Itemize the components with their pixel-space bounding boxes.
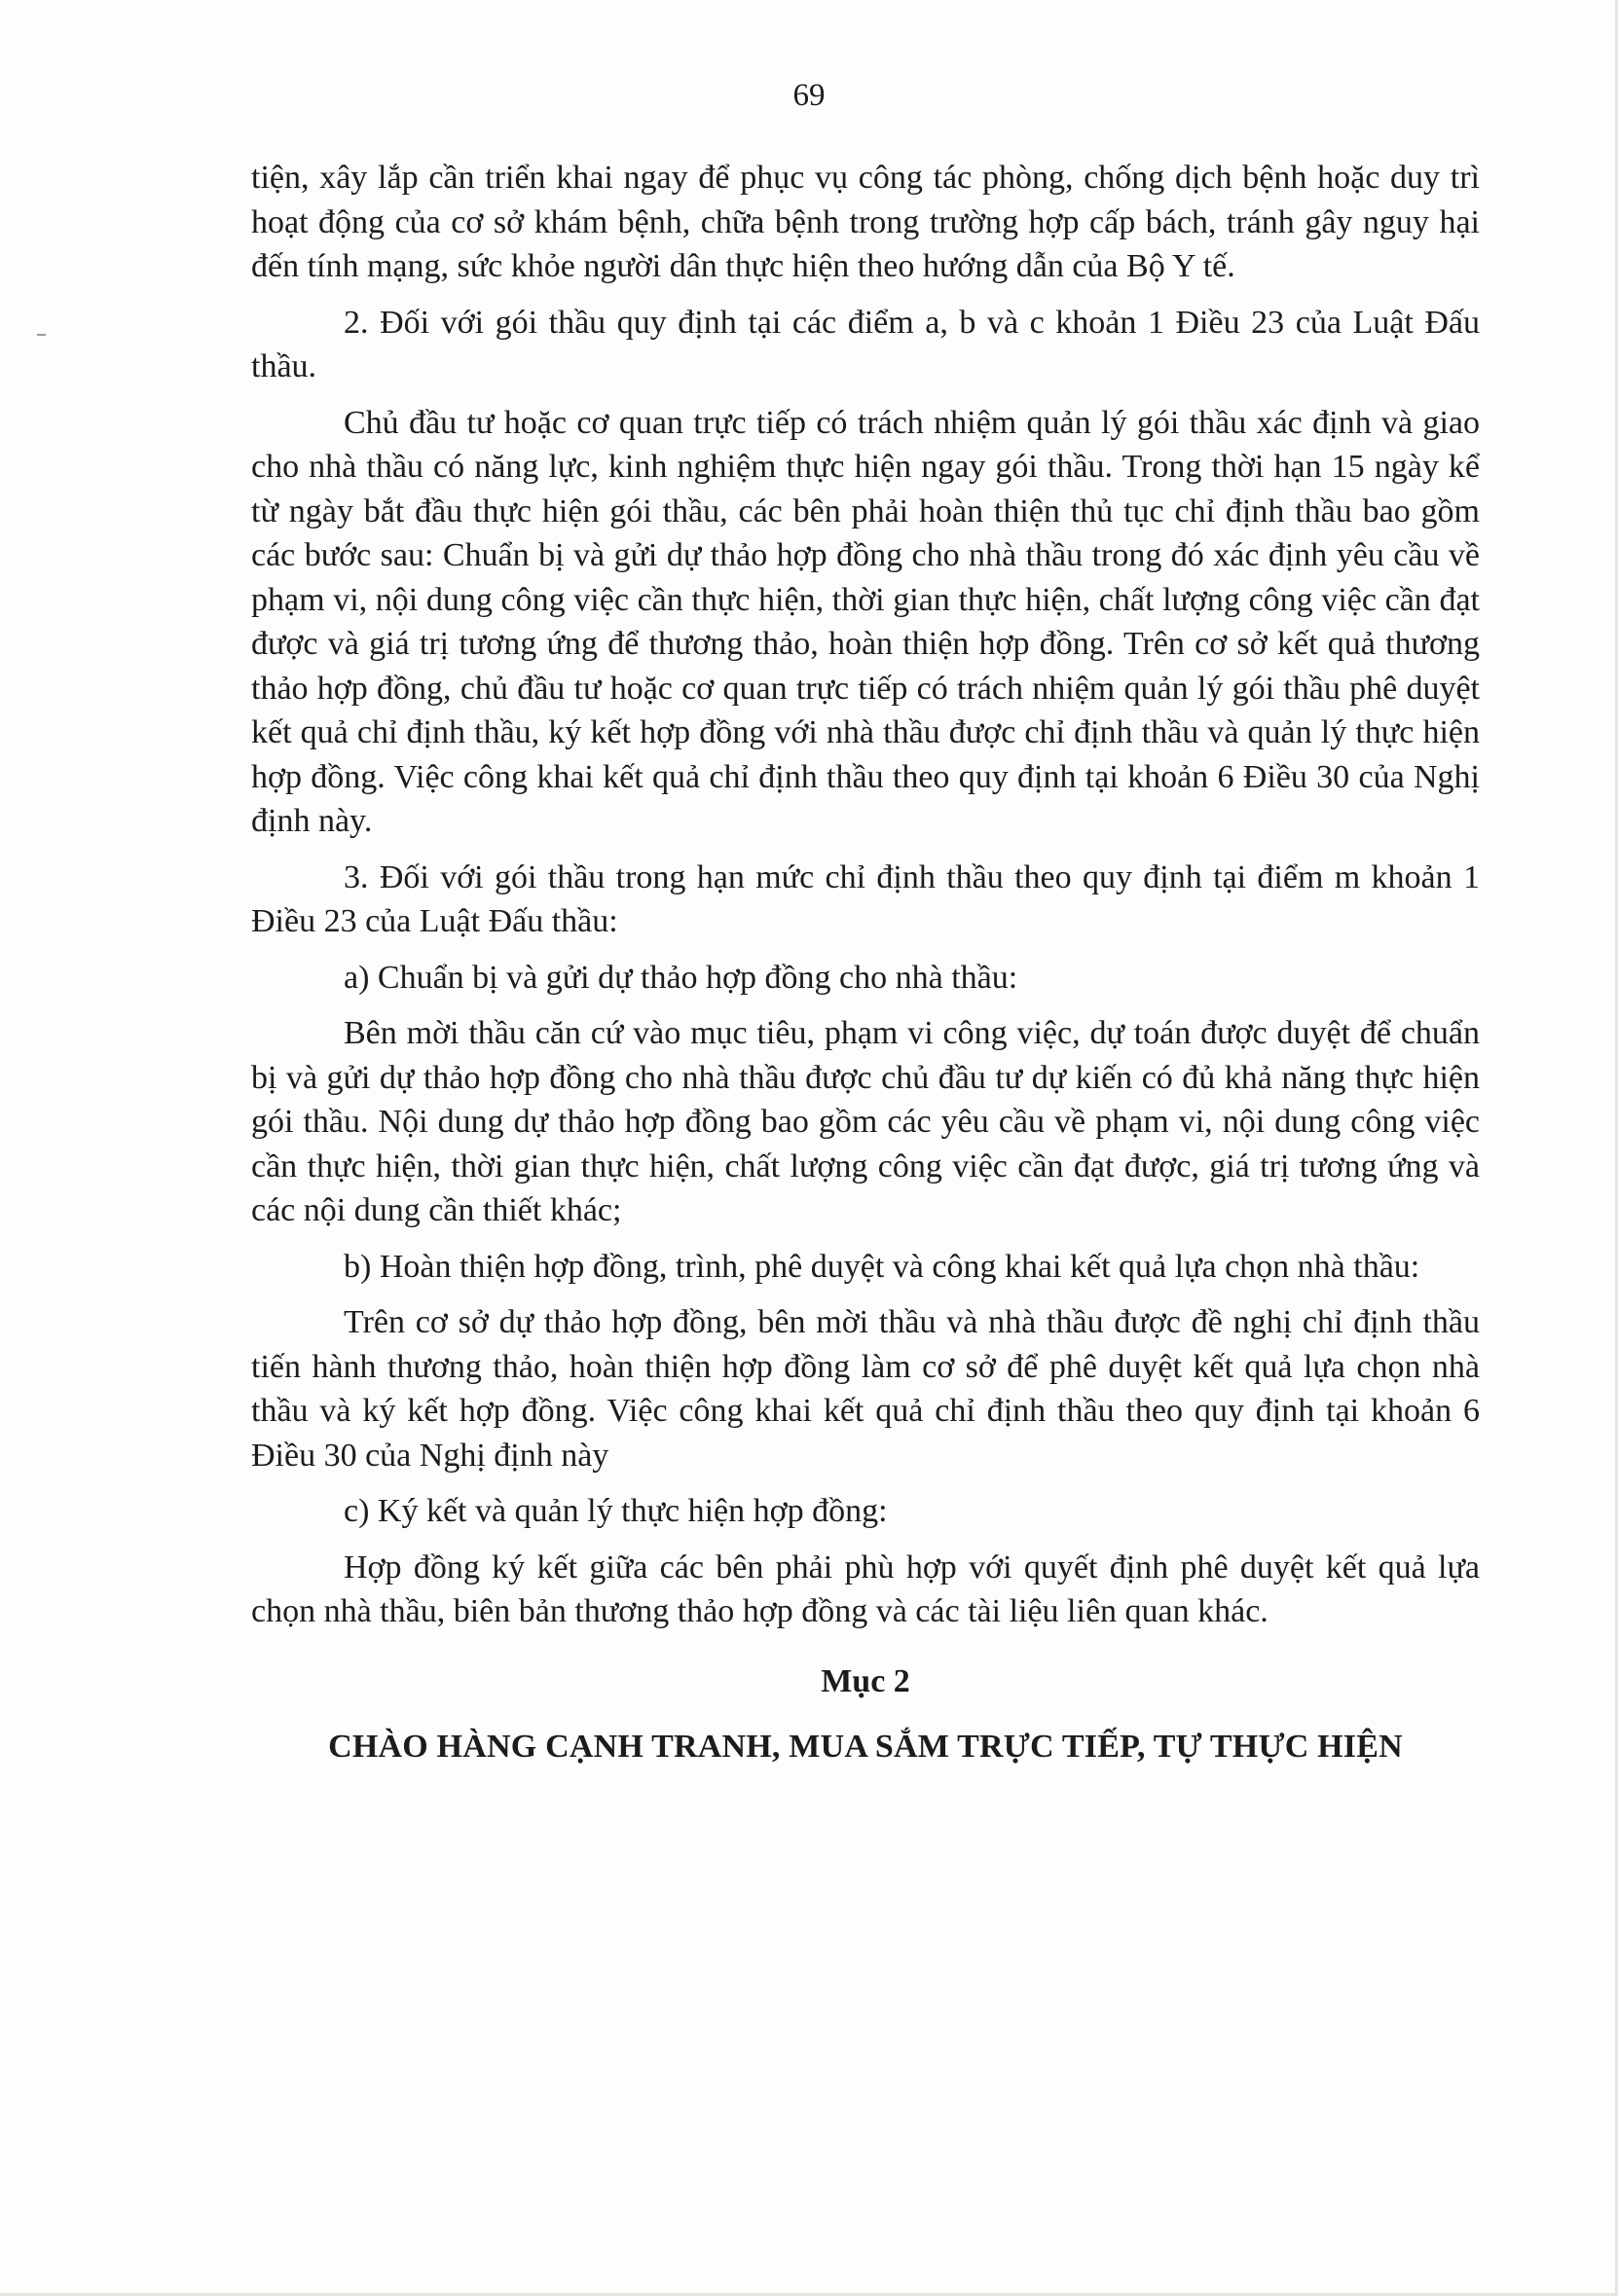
paragraph-item-b-body: Trên cơ sở dự thảo hợp đồng, bên mời thầu và nhà thầu được đề nghị chỉ định thầu tiến hành thương thảo, hoàn thiện hợp đồng làm cơ sở để phê duyệt kết quả lựa chọn nhà thầu và ký kết hợp đồng. Việc công khai kết quả chỉ định thầu theo quy định tại khoản 6 Điều 30 của Nghị định này (251, 1304, 1480, 1474)
section-heading: Mục 2 (821, 1662, 910, 1699)
section-title: CHÀO HÀNG CẠNH TRANH, MUA SẮM TRỰC TIẾP, TỰ THỰC HIỆN (328, 1729, 1403, 1765)
paragraph-clause-2-body: Chủ đầu tư hoặc cơ quan trực tiếp có trách nhiệm quản lý gói thầu xác định và giao cho nhà thầu có năng lực, kinh nghiệm thực hiện ngay gói thầu. Trong thời hạn 15 ngày kể từ ngày bắt đầu thực hiện gói thầu, các bên phải hoàn thiện thủ tục chỉ định thầu bao gồm các bước sau: Chuẩn bị và gửi dự thảo hợp đồng cho nhà thầu trong đó xác định yêu cầu về phạm vi, nội dung công việc cần thực hiện, thời gian thực hiện, chất lượng công việc cần đạt được và giá trị tương ứng để thương thảo, hoàn thiện hợp đồng. Trên cơ sở kết quả thương thảo hợp đồng, chủ đầu tư hoặc cơ quan trực tiếp có trách nhiệm quản lý gói thầu phê duyệt kết quả chỉ định thầu, ký kết hợp đồng với nhà thầu được chỉ định thầu và quản lý thực hiện hợp đồng. Việc công khai kết quả chỉ định thầu theo quy định tại khoản 6 Điều 30 của Nghị định này. (251, 404, 1480, 839)
page-number: 69 (792, 78, 826, 113)
paragraph-item-a-body: Bên mời thầu căn cứ vào mục tiêu, phạm vi công việc, dự toán được duyệt để chuẩn bị và gửi dự thảo hợp đồng cho nhà thầu được chủ đầu tư dự kiến có đủ khả năng thực hiện gói thầu. Nội dung dự thảo hợp đồng bao gồm các yêu cầu về phạm vi, nội dung công việc cần thực hiện, thời gian thực hiện, chất lượng công việc cần đạt được, giá trị tương ứng và các nội dung cần thiết khác; (251, 1015, 1480, 1228)
paragraph-item-b: b) Hoàn thiện hợp đồng, trình, phê duyệt và công khai kết quả lựa chọn nhà thầu: (344, 1248, 1420, 1285)
paragraph-item-c: c) Ký kết và quản lý thực hiện hợp đồng: (344, 1493, 888, 1529)
paragraph-clause-3: 3. Đối với gói thầu trong hạn mức chỉ định thầu theo quy định tại điểm m khoản 1 Điều 23 của Luật Đấu thầu: (251, 858, 1480, 939)
paragraph-item-c-body: Hợp đồng ký kết giữa các bên phải phù hợp với quyết định phê duyệt kết quả lựa chọn nhà thầu, biên bản thương thảo hợp đồng và các tài liệu liên quan khác. (251, 1549, 1480, 1629)
paragraph-clause-2: 2. Đối với gói thầu quy định tại các điểm a, b và c khoản 1 Điều 23 của Luật Đấu thầu. (251, 304, 1480, 384)
scan-margin-mark (37, 334, 46, 336)
document-body (251, 156, 1480, 1769)
paragraph-item-a: a) Chuẩn bị và gửi dự thảo hợp đồng cho nhà thầu: (344, 959, 1018, 996)
paragraph-continuation: tiện, xây lắp cần triển khai ngay để phục vụ công tác phòng, chống dịch bệnh hoặc duy trì hoạt động của cơ sở khám bệnh, chữa bệnh trong trường hợp cấp bách, tránh gây nguy hại đến tính mạng, sức khỏe người dân thực hiện theo hướng dẫn của Bộ Y tế. (251, 160, 1480, 284)
